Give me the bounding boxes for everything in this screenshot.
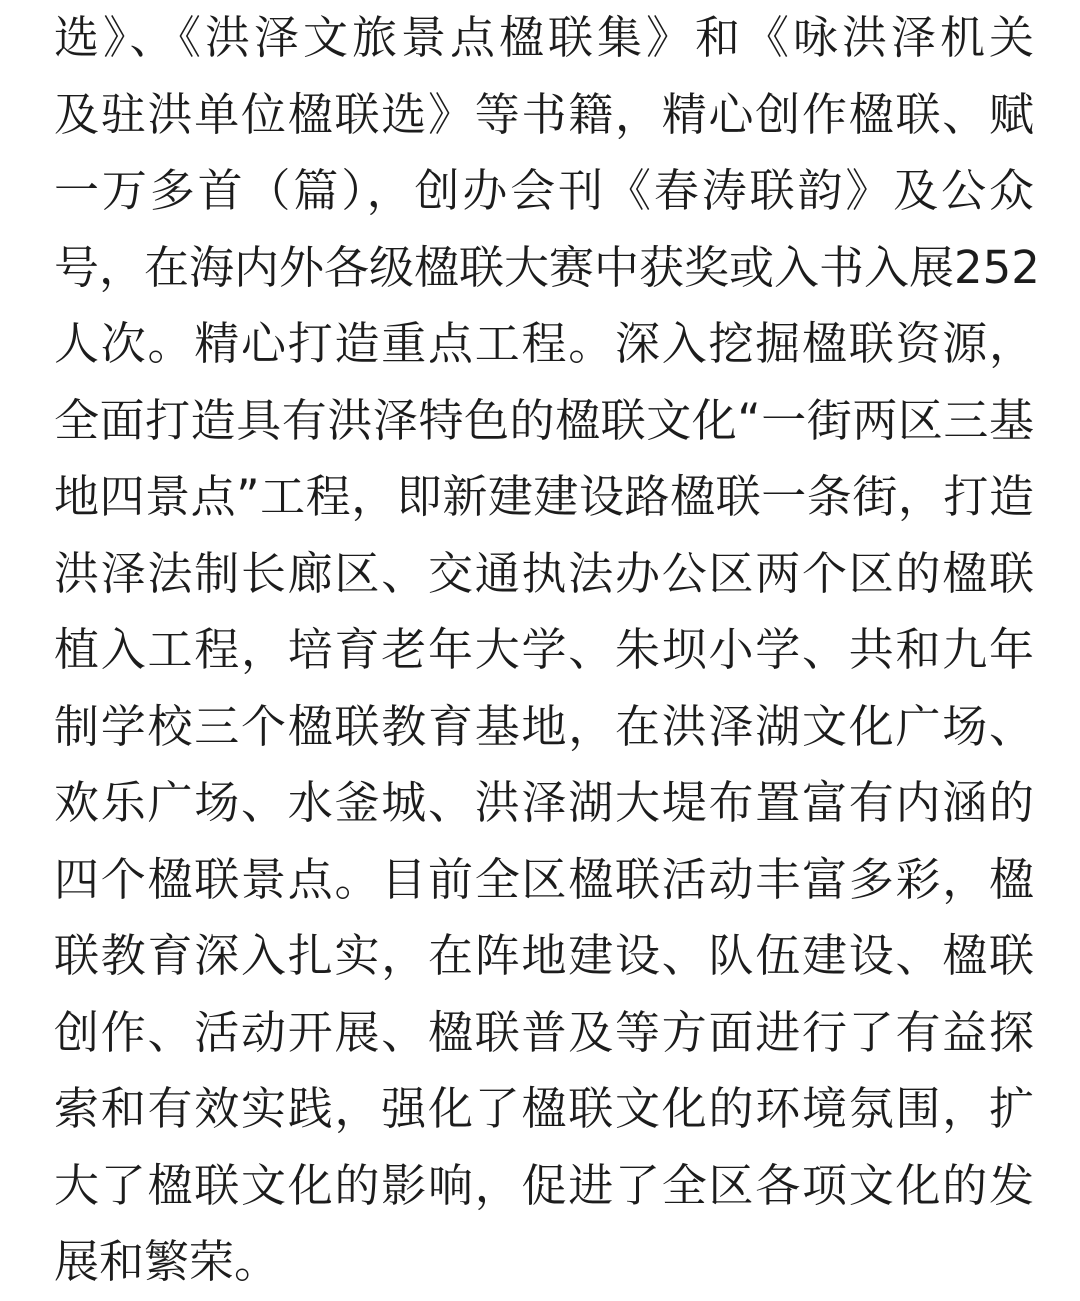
text-line: 全面打造具有洪泽特色的楹联文化“一街两区三基 bbox=[54, 393, 1034, 447]
text-line: 及驻洪单位楹联选》等书籍，精心创作楹联、赋 bbox=[54, 87, 1034, 141]
text-line: 四个楹联景点。目前全区楹联活动丰富多彩，楹 bbox=[54, 852, 1034, 906]
text-line: 人次。精心打造重点工程。深入挖掘楹联资源， bbox=[54, 317, 1034, 370]
text-line: 创作、活动开展、楹联普及等方面进行了有益探 bbox=[54, 1005, 1034, 1059]
text-line: 展和繁荣。 bbox=[54, 1235, 280, 1288]
text-line: 大了楹联文化的影响，促进了全区各项文化的发 bbox=[54, 1158, 1034, 1212]
article-body bbox=[54, 0, 1040, 1301]
text-line: 制学校三个楹联教育基地，在洪泽湖文化广场、 bbox=[54, 699, 1034, 753]
text-line: 联教育深入扎实，在阵地建设、队伍建设、楹联 bbox=[54, 929, 1034, 982]
text-line: 植入工程，培育老年大学、朱坝小学、共和九年 bbox=[54, 623, 1034, 676]
text-line: 洪泽法制长廊区、交通执法办公区两个区的楹联 bbox=[54, 546, 1034, 600]
text-line: 欢乐广场、水釜城、洪泽湖大堤布置富有内涵的 bbox=[54, 776, 1034, 829]
text-line: 索和有效实践，强化了楹联文化的环境氛围，扩 bbox=[54, 1082, 1034, 1135]
text-line: 地四景点”工程，即新建建设路楹联一条街，打造 bbox=[54, 470, 1034, 523]
text-line: 一万多首（篇），创办会刊《春涛联韵》及公众 bbox=[54, 164, 1034, 217]
text-line: 选》、《洪泽文旅景点楹联集》和《咏洪泽机关 bbox=[54, 11, 1034, 64]
text-line: 号，在海内外各级楹联大赛中获奖或入书入展252 bbox=[54, 240, 1040, 294]
